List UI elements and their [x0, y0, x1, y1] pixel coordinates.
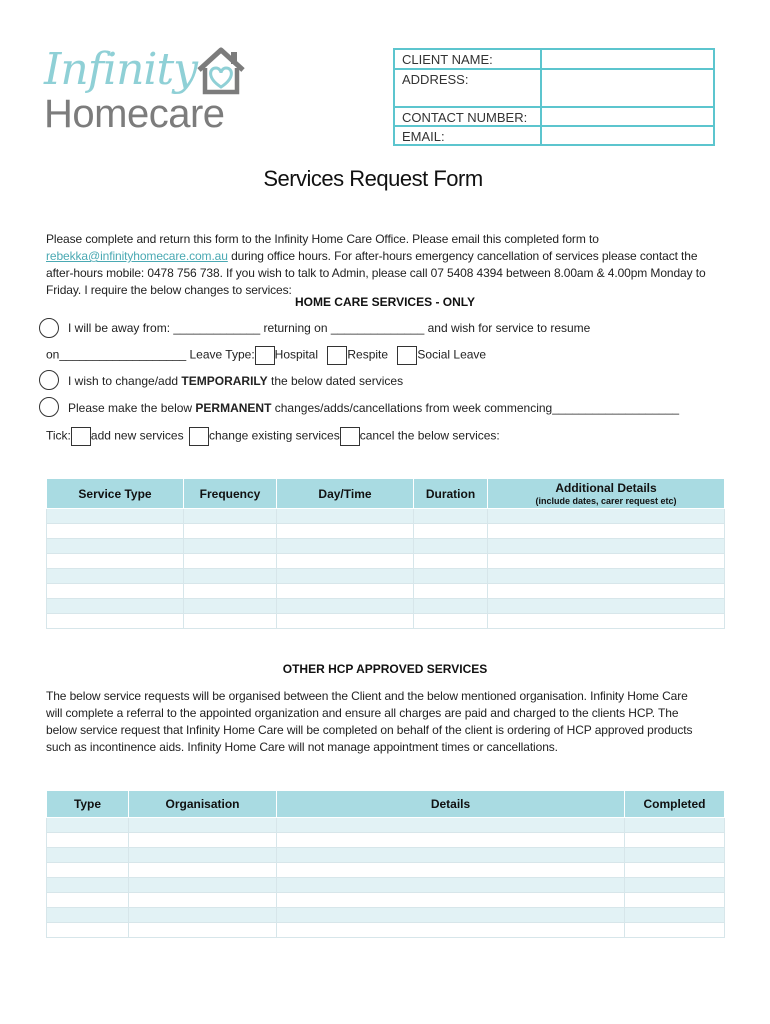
email-label: EMAIL:: [395, 127, 542, 144]
header-frequency: Frequency: [184, 479, 277, 509]
other-table-cell[interactable]: [277, 818, 625, 833]
other-table-cell[interactable]: [277, 893, 625, 908]
services-table: [46, 478, 725, 629]
services-table-cell[interactable]: [47, 614, 184, 629]
table-row: [47, 524, 725, 539]
other-table-cell[interactable]: [625, 878, 725, 893]
header-organisation: Organisation: [129, 791, 277, 818]
temporary-suffix: the below dated services: [267, 374, 404, 388]
client-name-row: [395, 50, 713, 70]
other-table-cell[interactable]: [129, 878, 277, 893]
away-line2-prefix: on___________________ Leave Type:: [46, 347, 255, 362]
other-table-cell[interactable]: [625, 818, 725, 833]
table-row: [47, 923, 725, 938]
other-table-cell[interactable]: [129, 893, 277, 908]
other-table-body: [47, 818, 725, 938]
services-table-cell[interactable]: [47, 554, 184, 569]
change-existing-label: change existing services: [208, 428, 340, 443]
temporary-bold: TEMPORARILY: [181, 374, 268, 388]
table-row: [47, 908, 725, 923]
other-table-cell[interactable]: [625, 848, 725, 863]
other-table-cell[interactable]: [129, 863, 277, 878]
logo-word-text: Homecare: [44, 92, 225, 136]
services-table-cell[interactable]: [277, 509, 414, 524]
change-existing-checkbox[interactable]: [189, 427, 209, 446]
address-row: [395, 70, 713, 108]
other-table-cell[interactable]: [277, 848, 625, 863]
services-table-cell[interactable]: [47, 509, 184, 524]
services-table-cell[interactable]: [184, 539, 277, 554]
header-additional-details: [488, 479, 725, 509]
intro-text-part1: Please complete and return this form to the Infinity Home Care Office. Please email this completed form to: [46, 232, 599, 246]
services-table-cell[interactable]: [184, 584, 277, 599]
logo-script-text: Infinity: [44, 44, 198, 95]
other-table-cell[interactable]: [277, 908, 625, 923]
services-table-cell[interactable]: [47, 569, 184, 584]
temporary-radio[interactable]: [39, 370, 59, 390]
permanent-radio[interactable]: [39, 397, 59, 417]
header-type: Type: [47, 791, 129, 818]
services-table-cell[interactable]: [47, 599, 184, 614]
tick-line: [46, 427, 500, 446]
client-info-box: [393, 48, 715, 146]
other-table-cell[interactable]: [625, 893, 725, 908]
away-radio[interactable]: [39, 318, 59, 338]
services-table-cell[interactable]: [277, 569, 414, 584]
services-table-cell[interactable]: [184, 599, 277, 614]
other-table-cell[interactable]: [47, 893, 129, 908]
other-table-cell[interactable]: [277, 878, 625, 893]
table-row: [47, 818, 725, 833]
header-duration: Duration: [414, 479, 488, 509]
other-table-cell[interactable]: [47, 908, 129, 923]
table-row: [47, 569, 725, 584]
services-table-cell[interactable]: [47, 539, 184, 554]
temporary-prefix: I wish to change/add: [68, 374, 182, 388]
services-table-cell[interactable]: [414, 599, 488, 614]
house-heart-icon: [193, 44, 249, 96]
other-table-cell[interactable]: [625, 863, 725, 878]
other-table-cell[interactable]: [625, 923, 725, 938]
other-table-cell[interactable]: [277, 833, 625, 848]
other-table-cell[interactable]: [47, 923, 129, 938]
address-label: ADDRESS:: [395, 70, 542, 106]
table-row: [47, 848, 725, 863]
cancel-checkbox[interactable]: [340, 427, 360, 446]
services-table-cell[interactable]: [184, 554, 277, 569]
contact-number-label: CONTACT NUMBER:: [395, 108, 542, 125]
services-table-cell[interactable]: [488, 539, 725, 554]
services-table-cell[interactable]: [277, 524, 414, 539]
respite-label: Respite: [347, 347, 389, 362]
services-table-cell[interactable]: [488, 554, 725, 569]
tick-label: Tick:: [46, 428, 71, 443]
home-care-heading: HOME CARE SERVICES - ONLY: [294, 295, 476, 309]
services-table-cell[interactable]: [488, 509, 725, 524]
services-table-cell[interactable]: [488, 524, 725, 539]
client-name-field[interactable]: [542, 50, 713, 68]
header-service-type: Service Type: [47, 479, 184, 509]
address-field[interactable]: [542, 70, 713, 106]
services-table-cell[interactable]: [277, 614, 414, 629]
additional-details-subtitle: (include dates, carer request etc): [535, 496, 677, 506]
services-table-cell[interactable]: [414, 509, 488, 524]
table-row: [47, 554, 725, 569]
other-table-cell[interactable]: [129, 818, 277, 833]
services-table-cell[interactable]: [277, 599, 414, 614]
services-table-cell[interactable]: [414, 554, 488, 569]
services-table-body: [47, 509, 725, 629]
social-leave-label: Social Leave: [417, 347, 487, 362]
services-table-cell[interactable]: [47, 524, 184, 539]
other-services-table: [46, 790, 725, 938]
table-row: [47, 509, 725, 524]
other-services-heading: OTHER HCP APPROVED SERVICES: [282, 662, 488, 676]
add-new-label: add new services: [90, 428, 184, 443]
away-line1: I will be away from: _____________ returning on ______________ and wish for service to resume: [68, 321, 591, 335]
services-table-cell[interactable]: [488, 599, 725, 614]
table-row: [47, 599, 725, 614]
cancel-label: cancel the below services:: [359, 428, 500, 443]
other-table-cell[interactable]: [625, 908, 725, 923]
respite-checkbox[interactable]: [327, 346, 347, 365]
table-row: [47, 614, 725, 629]
add-new-checkbox[interactable]: [71, 427, 91, 446]
services-table-cell[interactable]: [414, 584, 488, 599]
services-table-cell[interactable]: [277, 584, 414, 599]
hospital-checkbox[interactable]: [255, 346, 275, 365]
other-table-cell[interactable]: [129, 833, 277, 848]
permanent-prefix: Please make the below: [68, 401, 196, 415]
other-table-cell[interactable]: [47, 863, 129, 878]
other-table-cell[interactable]: [47, 878, 129, 893]
other-table-cell[interactable]: [129, 848, 277, 863]
services-table-cell[interactable]: [488, 569, 725, 584]
header-details: Details: [277, 791, 625, 818]
services-table-cell[interactable]: [184, 509, 277, 524]
email-row: [395, 127, 713, 144]
other-services-paragraph: The below service requests will be organised between the Client and the below mentioned organisation. Infinity Home Care will complete a referral to the appointed organization and ensure all charges are paid and charged to the clients HCP. The below service request that Infinity Home Care will be completed on behalf of the client is ordering of HCP approved products such as incontinence aids. Infinity Home Care will not manage appointment times or cancellations.: [46, 689, 693, 754]
company-logo: [40, 40, 270, 135]
email-link[interactable]: rebekka@infinityhomecare.com.au: [46, 249, 228, 263]
other-table-cell[interactable]: [47, 848, 129, 863]
permanent-suffix: changes/adds/cancellations from week commencing___________________: [271, 401, 680, 415]
additional-details-title: Additional Details: [555, 481, 657, 495]
services-table-cell[interactable]: [414, 539, 488, 554]
services-table-cell[interactable]: [184, 524, 277, 539]
table-row: [47, 878, 725, 893]
other-table-cell[interactable]: [277, 863, 625, 878]
other-table-cell[interactable]: [47, 833, 129, 848]
permanent-line: [68, 401, 679, 415]
other-table-cell[interactable]: [129, 923, 277, 938]
other-table-cell[interactable]: [47, 818, 129, 833]
services-table-cell[interactable]: [414, 614, 488, 629]
header-completed: Completed: [625, 791, 725, 818]
away-line2: [46, 346, 486, 365]
table-row: [47, 539, 725, 554]
table-row: [47, 833, 725, 848]
services-table-cell[interactable]: [488, 584, 725, 599]
services-table-cell[interactable]: [184, 614, 277, 629]
temporary-line: [68, 374, 403, 388]
other-table-cell[interactable]: [129, 908, 277, 923]
services-table-cell[interactable]: [184, 569, 277, 584]
table-row: [47, 893, 725, 908]
intro-paragraph: [46, 231, 706, 299]
services-table-cell[interactable]: [414, 524, 488, 539]
contact-number-row: [395, 108, 713, 127]
services-table-cell[interactable]: [414, 569, 488, 584]
social-leave-checkbox[interactable]: [397, 346, 417, 365]
services-table-cell[interactable]: [47, 584, 184, 599]
services-table-cell[interactable]: [488, 614, 725, 629]
email-field[interactable]: [542, 127, 713, 144]
other-table-cell[interactable]: [277, 923, 625, 938]
permanent-bold: PERMANENT: [195, 401, 272, 415]
client-name-label: CLIENT NAME:: [395, 50, 542, 68]
intro-text-part2: during office hours. For after-hours emergency cancellation of services please contact the after-hours mobile: 0478 756 738. If you wish to talk to Admin, please call 07 5408 4394 between 8.00am & 4.00pm Monday to Friday. I require the below changes to services:: [46, 249, 706, 297]
services-table-cell[interactable]: [277, 554, 414, 569]
other-table-cell[interactable]: [625, 833, 725, 848]
hospital-label: Hospital: [274, 347, 319, 362]
table-row: [47, 584, 725, 599]
table-row: [47, 863, 725, 878]
services-table-cell[interactable]: [277, 539, 414, 554]
contact-number-field[interactable]: [542, 108, 713, 125]
header-day-time: Day/Time: [277, 479, 414, 509]
form-title: Services Request Form: [263, 166, 483, 191]
